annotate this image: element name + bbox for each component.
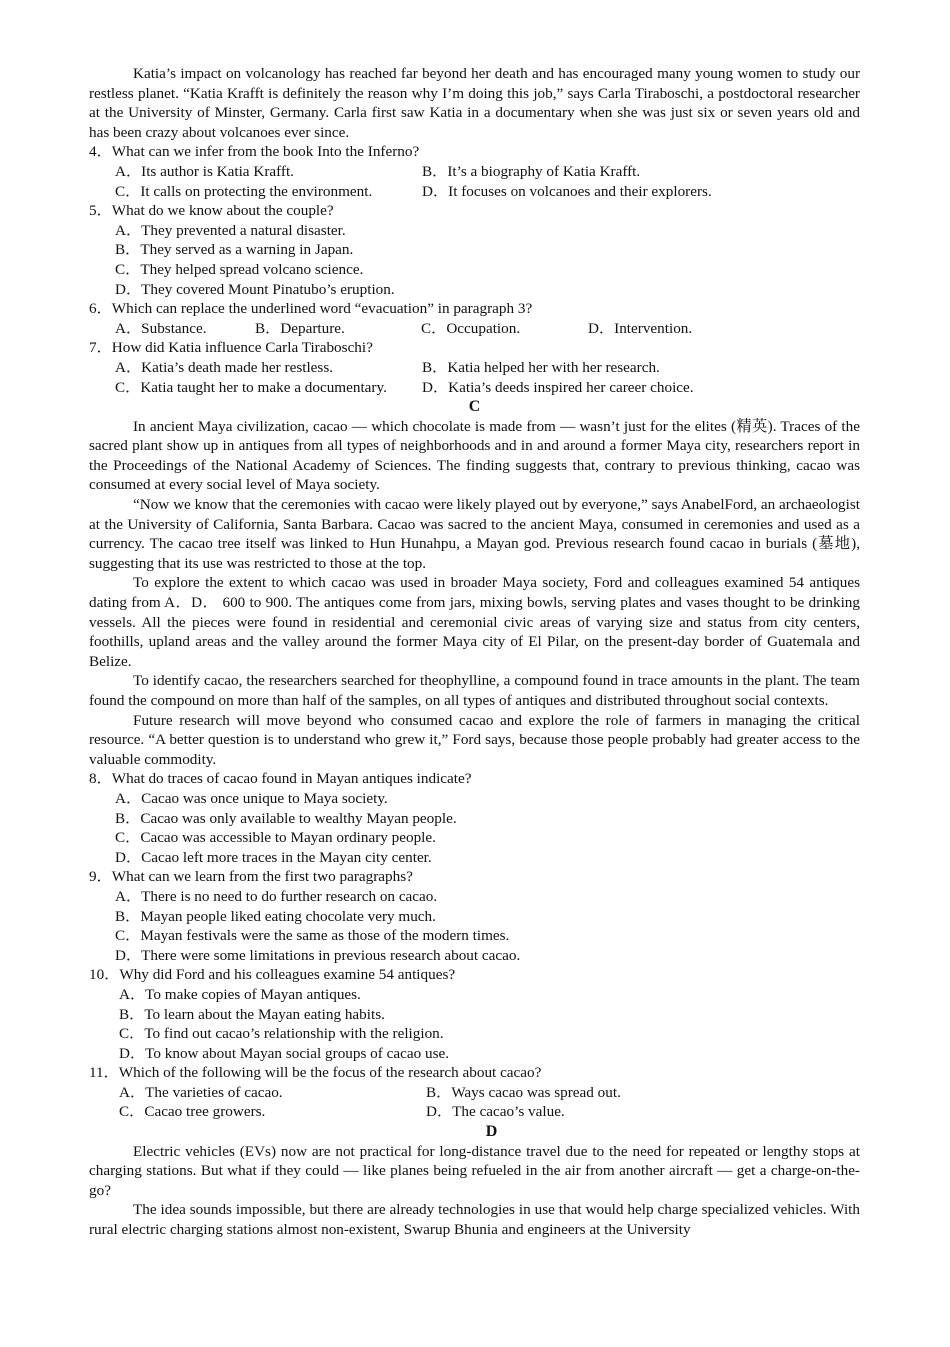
answer-option: C．Cacao was accessible to Mayan ordinary people. bbox=[115, 829, 436, 847]
passage-c bbox=[89, 417, 860, 770]
answer-option: D．There were some limitations in previous research about cacao. bbox=[115, 946, 521, 964]
answer-option: A．They prevented a natural disaster. bbox=[115, 221, 346, 239]
paragraph: “Now we know that the ceremonies with cacao were likely played out by everyone,” says AnabelFord, an archaeologist at the University of California, Santa Barbara. Cacao was sacred to the ancient Maya, consumed in ceremonies and used as a currency. The cacao tree itself was linked to Hun Hunahpu, a Mayan god. Previous research found cacao in burials (墓地), suggesting that its use was restricted to those at the top. bbox=[89, 496, 860, 572]
option-row bbox=[119, 1102, 860, 1122]
option-row bbox=[115, 358, 860, 378]
paragraph: In ancient Maya civilization, cacao — which chocolate is made from — wasn’t just for the elites (精英). Traces of the sacred plant show up in antiques from all types of neighborhoods and in and around a former Maya city, researchers report in the Proceedings of the National Academy of Sciences. The finding suggests that, contrary to previous thinking, cacao was consumed at every social level of Maya society. bbox=[89, 417, 860, 494]
answer-option: B．Cacao was only available to wealthy Mayan people. bbox=[115, 809, 457, 827]
answer-option: C．Katia taught her to make a documentary. bbox=[115, 378, 387, 396]
answer-option: C．Cacao tree growers. bbox=[119, 1103, 266, 1121]
answer-option: A．The varieties of cacao. bbox=[119, 1083, 283, 1101]
option-row bbox=[115, 162, 860, 182]
answer-option: C．To find out cacao’s relationship with the religion. bbox=[119, 1025, 444, 1043]
option-row bbox=[115, 182, 860, 202]
answer-option: A．Its author is Katia Krafft. bbox=[115, 162, 294, 180]
question-stem: 5．What do we know about the couple? bbox=[89, 202, 334, 220]
section-d-heading: D bbox=[485, 1123, 498, 1141]
answer-option: C．Mayan festivals were the same as those of the modern times. bbox=[115, 927, 510, 945]
question-stem: 10．Why did Ford and his colleagues examine 54 antiques? bbox=[89, 966, 456, 984]
answer-option: B．Ways cacao was spread out. bbox=[426, 1083, 621, 1101]
questions-c bbox=[89, 769, 860, 1122]
section-c-heading: C bbox=[468, 398, 481, 416]
questions-b bbox=[89, 142, 860, 397]
answer-option: A．Cacao was once unique to Maya society. bbox=[115, 789, 388, 807]
answer-option: D．To know about Mayan social groups of cacao use. bbox=[119, 1044, 450, 1062]
answer-option: B．To learn about the Mayan eating habits. bbox=[119, 1005, 385, 1023]
paragraph: Electric vehicles (EVs) now are not practical for long-distance travel due to the need for repeated or lengthy stops at charging stations. But what if they could — like planes being refueled in the air from another aircraft — get a charge-on-the-go? bbox=[89, 1142, 860, 1199]
answer-option: C．Occupation. bbox=[421, 319, 521, 337]
answer-option: D．They covered Mount Pinatubo’s eruption. bbox=[115, 280, 395, 298]
answer-option: B．They served as a warning in Japan. bbox=[115, 241, 354, 259]
passage-d bbox=[89, 1142, 860, 1240]
paragraph: Katia’s impact on volcanology has reached far beyond her death and has encouraged many young women to study our restless planet. “Katia Krafft is definitely the reason why I’m doing this job,” says Carla Tiraboschi, a postdoctoral researcher at the University of Minster, Germany. Carla first saw Katia in a documentary when she was just six or seven years old and has been crazy about volcanoes ever since. bbox=[89, 65, 860, 141]
answer-option: B．Departure. bbox=[255, 319, 345, 337]
paragraph: The idea sounds impossible, but there are already technologies in use that would help charge specialized vehicles. With rural electric charging stations almost non-existent, Swarup Bhunia and engineers at the University bbox=[89, 1201, 860, 1239]
question-stem: 11．Which of the following will be the focus of the research about cacao? bbox=[89, 1064, 542, 1082]
option-row bbox=[115, 378, 860, 398]
question-stem: 4．What can we infer from the book Into the Inferno? bbox=[89, 143, 420, 161]
answer-option: C．It calls on protecting the environment. bbox=[115, 182, 373, 200]
paragraph: To identify cacao, the researchers searched for theophylline, a compound found in trace amounts in the plant. The team found the compound on more than half of the samples, on all types of antiques and distributed throughout social contexts. bbox=[89, 672, 860, 709]
passage-b-ending bbox=[89, 64, 860, 142]
answer-option: C．They helped spread volcano science. bbox=[115, 260, 364, 278]
answer-option: A．To make copies of Mayan antiques. bbox=[119, 985, 361, 1003]
answer-option: D．Intervention. bbox=[588, 319, 693, 337]
question-stem: 8．What do traces of cacao found in Mayan antiques indicate? bbox=[89, 770, 472, 788]
answer-option: A．There is no need to do further research on cacao. bbox=[115, 887, 438, 905]
answer-option: D．Cacao left more traces in the Mayan city center. bbox=[115, 848, 432, 866]
paragraph: To explore the extent to which cacao was used in broader Maya society, Ford and colleagues examined 54 antiques dating from A．D． 600 to 900. The antiques come from jars, mixing bowls, serving plates and vases thought to be drinking vessels. All the pieces were found in residential and ceremonial civic areas of varying size and status from city centers, foothills, upland areas and the valley around the former Maya city of El Pilar, on the present-day border of Guatemala and Belize. bbox=[89, 574, 860, 670]
option-row bbox=[115, 319, 860, 339]
paragraph: Future research will move beyond who consumed cacao and explore the role of farmers in managing the critical resource. “A better question is to understand who grew it,” Ford says, because those people probably had greater access to the valuable commodity. bbox=[89, 711, 860, 768]
question-stem: 9．What can we learn from the first two paragraphs? bbox=[89, 868, 413, 886]
answer-option: A．Substance. bbox=[115, 319, 207, 337]
question-stem: 6．Which can replace the underlined word “evacuation” in paragraph 3? bbox=[89, 300, 533, 318]
answer-option: D．It focuses on volcanoes and their explorers. bbox=[422, 182, 712, 200]
exam-page bbox=[89, 64, 860, 1240]
option-row bbox=[119, 1083, 860, 1103]
answer-option: B．Mayan people liked eating chocolate very much. bbox=[115, 907, 436, 925]
question-stem: 7．How did Katia influence Carla Tiraboschi? bbox=[89, 339, 373, 357]
answer-option: D．Katia’s deeds inspired her career choice. bbox=[422, 378, 694, 396]
answer-option: A．Katia’s death made her restless. bbox=[115, 358, 334, 376]
answer-option: B．Katia helped her with her research. bbox=[422, 358, 660, 376]
answer-option: D．The cacao’s value. bbox=[426, 1103, 565, 1121]
answer-option: B．It’s a biography of Katia Krafft. bbox=[422, 162, 641, 180]
